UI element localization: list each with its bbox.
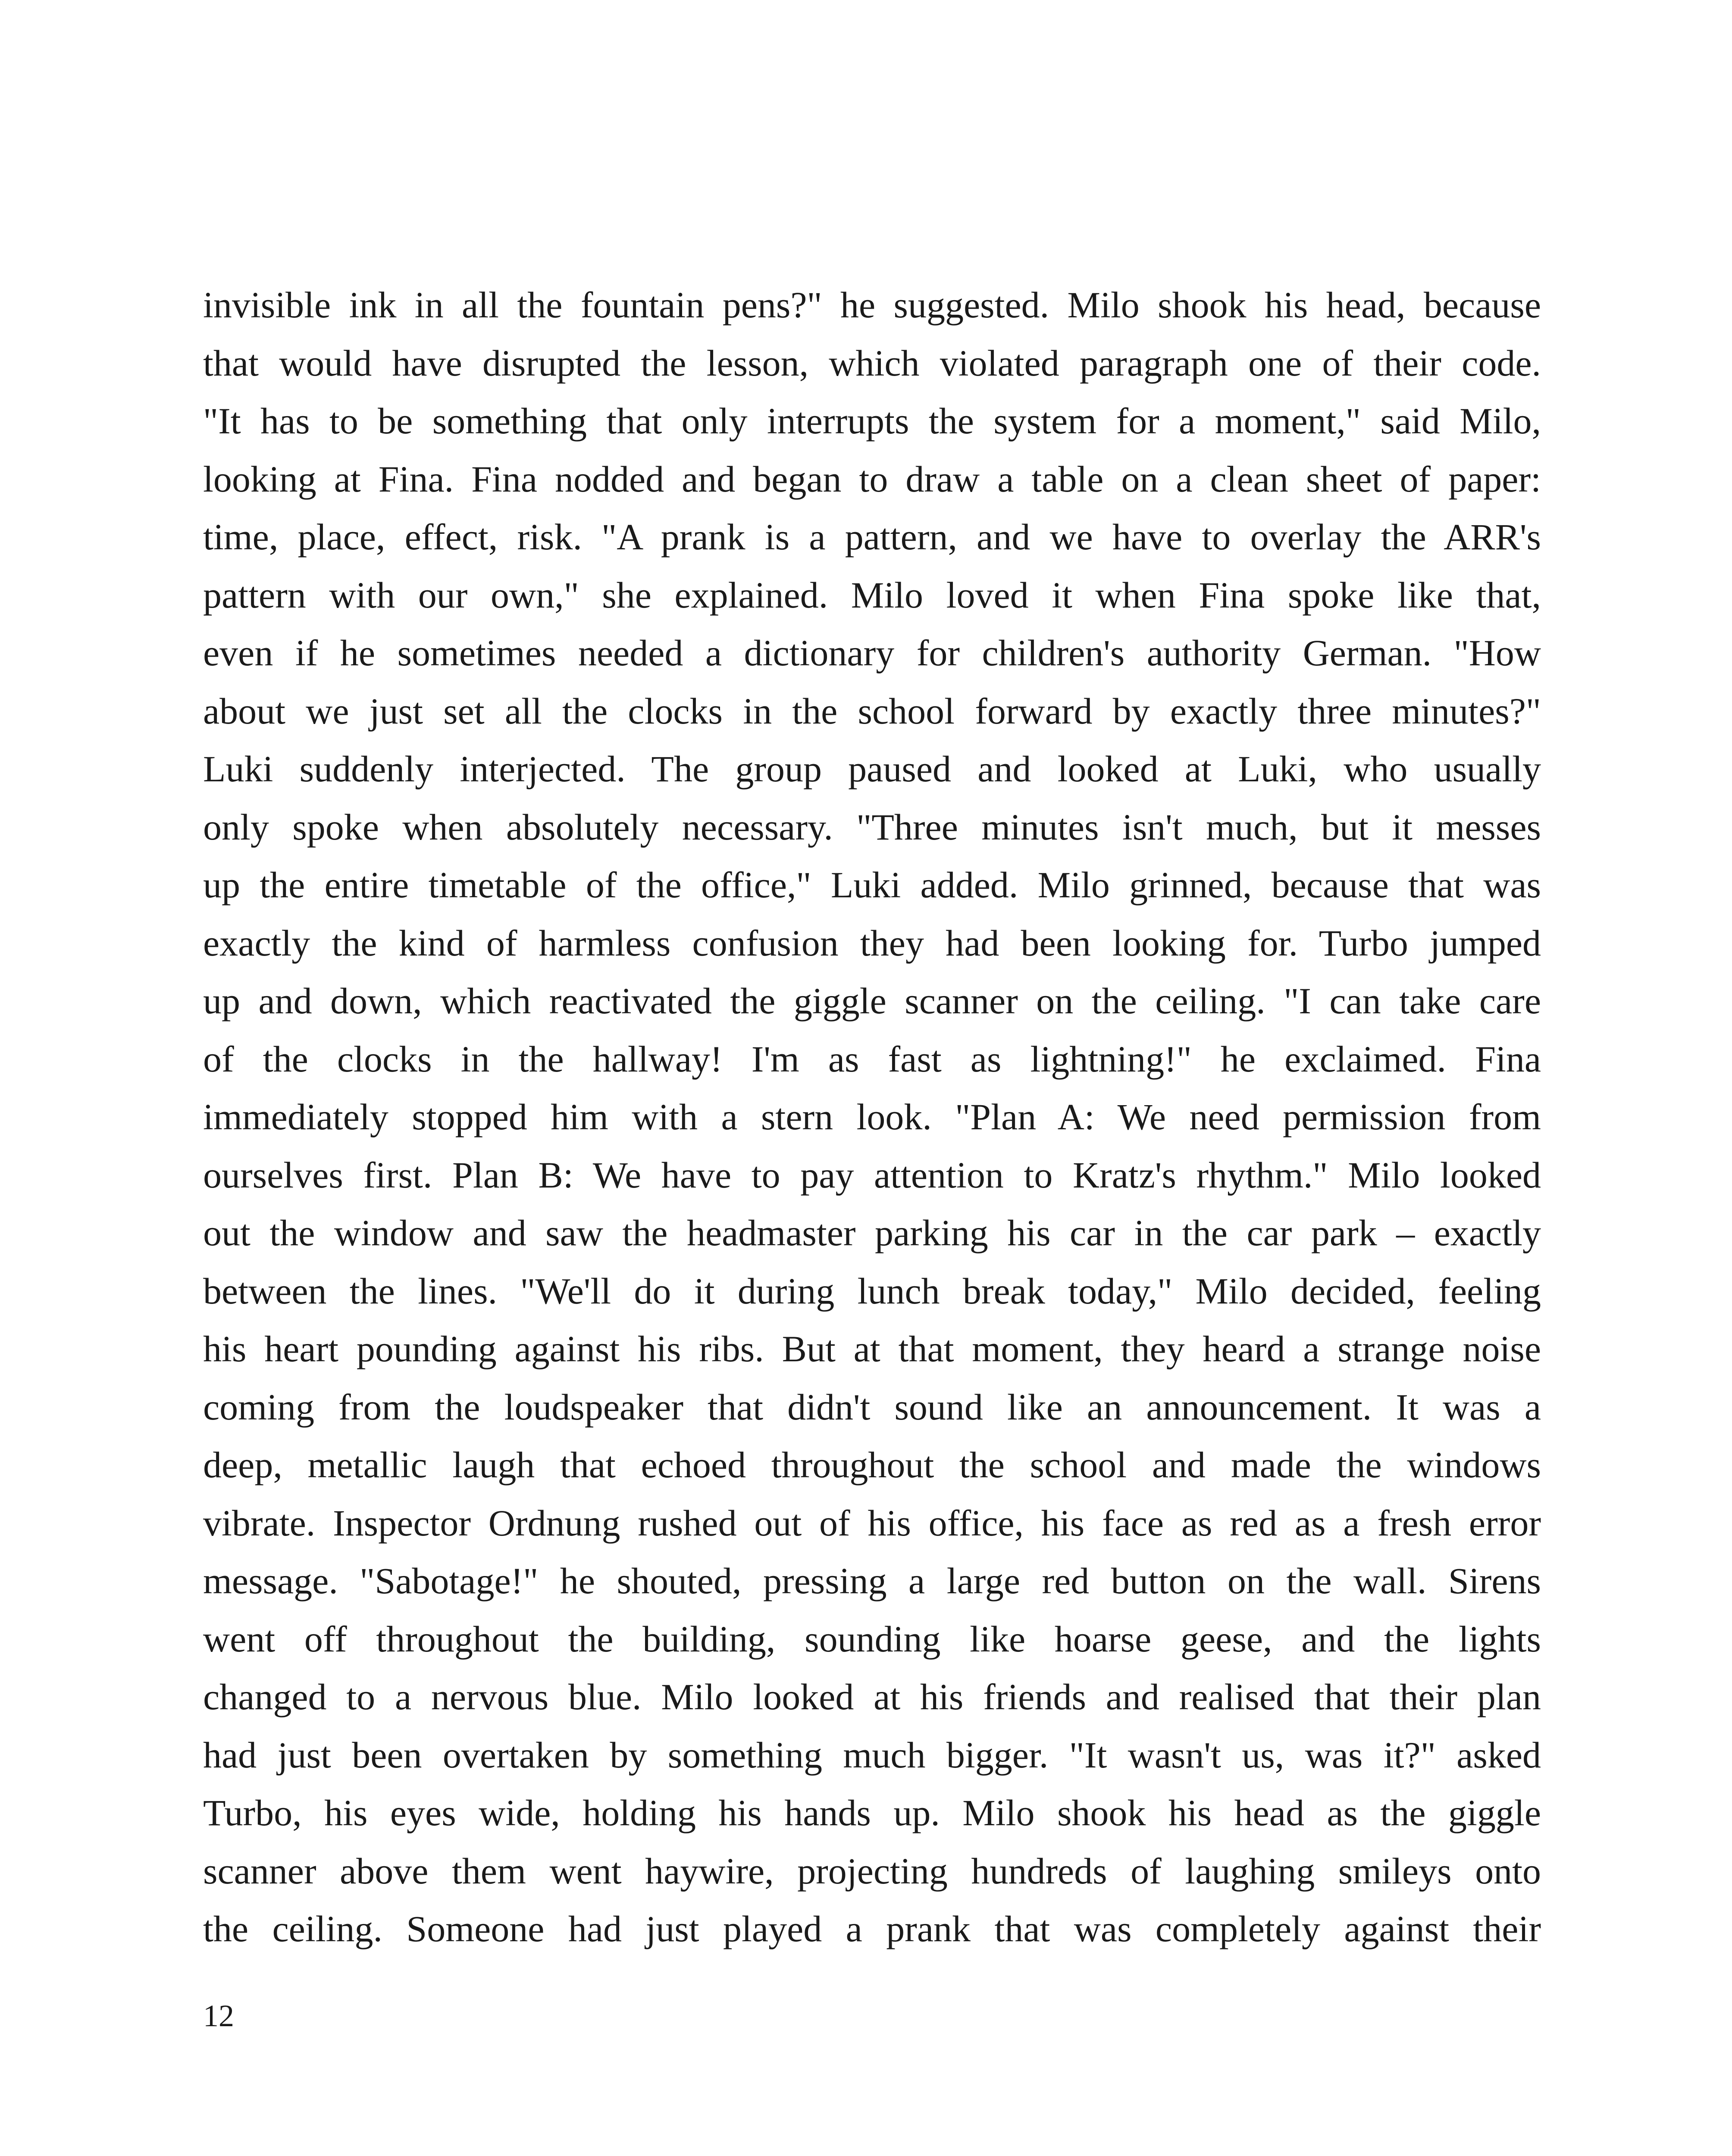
text-line: "It has to be something that only interrupts the system for a moment," said Milo,	[203, 400, 1541, 442]
text-line: his heart pounding against his ribs. But at that moment, they heard a strange noise	[203, 1328, 1541, 1369]
text-line: ourselves first. Plan B: We have to pay attention to Kratz's rhythm." Milo looked	[203, 1154, 1541, 1196]
text-line: even if he sometimes needed a dictionary for children's authority German. "How	[203, 632, 1541, 674]
text-line: out the window and saw the headmaster parking his car in the car park – exactly	[203, 1212, 1541, 1253]
text-line: that would have disrupted the lesson, which violated paragraph one of their code.	[203, 342, 1541, 384]
text-line: up the entire timetable of the office," Luki added. Milo grinned, because that was	[203, 864, 1541, 906]
text-line: deep, metallic laugh that echoed throughout the school and made the windows	[203, 1444, 1541, 1485]
text-line: coming from the loudspeaker that didn't sound like an announcement. It was a	[203, 1386, 1541, 1428]
text-line: changed to a nervous blue. Milo looked at his friends and realised that their plan	[203, 1676, 1541, 1717]
text-line: the ceiling. Someone had just played a prank that was completely against their	[203, 1908, 1541, 1949]
text-line: immediately stopped him with a stern look. "Plan A: We need permission from	[203, 1096, 1541, 1138]
text-line: message. "Sabotage!" he shouted, pressing a large red button on the wall. Sirens	[203, 1560, 1541, 1601]
text-line: looking at Fina. Fina nodded and began to draw a table on a clean sheet of paper:	[203, 458, 1541, 500]
text-line: between the lines. "We'll do it during lunch break today," Milo decided, feeling	[203, 1270, 1541, 1312]
text-line: up and down, which reactivated the giggle scanner on the ceiling. "I can take care	[203, 980, 1541, 1022]
text-line: scanner above them went haywire, projecting hundreds of laughing smileys onto	[203, 1850, 1541, 1892]
text-line: about we just set all the clocks in the school forward by exactly three minutes?"	[203, 690, 1541, 732]
page-number: 12	[203, 1999, 234, 2033]
text-line: Luki suddenly interjected. The group paused and looked at Luki, who usually	[203, 748, 1541, 790]
text-line: went off throughout the building, sounding like hoarse geese, and the lights	[203, 1618, 1541, 1660]
text-line: exactly the kind of harmless confusion they had been looking for. Turbo jumped	[203, 922, 1541, 964]
text-line: Turbo, his eyes wide, holding his hands up. Milo shook his head as the giggle	[203, 1792, 1541, 1833]
body-text	[203, 276, 1541, 1958]
text-line: had just been overtaken by something much bigger. "It wasn't us, was it?" asked	[203, 1734, 1541, 1776]
text-line: pattern with our own," she explained. Milo loved it when Fina spoke like that,	[203, 574, 1541, 616]
text-line: only spoke when absolutely necessary. "Three minutes isn't much, but it messes	[203, 806, 1541, 848]
text-line: invisible ink in all the fountain pens?" he suggested. Milo shook his head, because	[203, 284, 1541, 326]
text-line: time, place, effect, risk. "A prank is a pattern, and we have to overlay the ARR's	[203, 516, 1541, 558]
text-line: of the clocks in the hallway! I'm as fast as lightning!" he exclaimed. Fina	[203, 1038, 1541, 1080]
text-line: vibrate. Inspector Ordnung rushed out of his office, his face as red as a fresh error	[203, 1502, 1541, 1544]
